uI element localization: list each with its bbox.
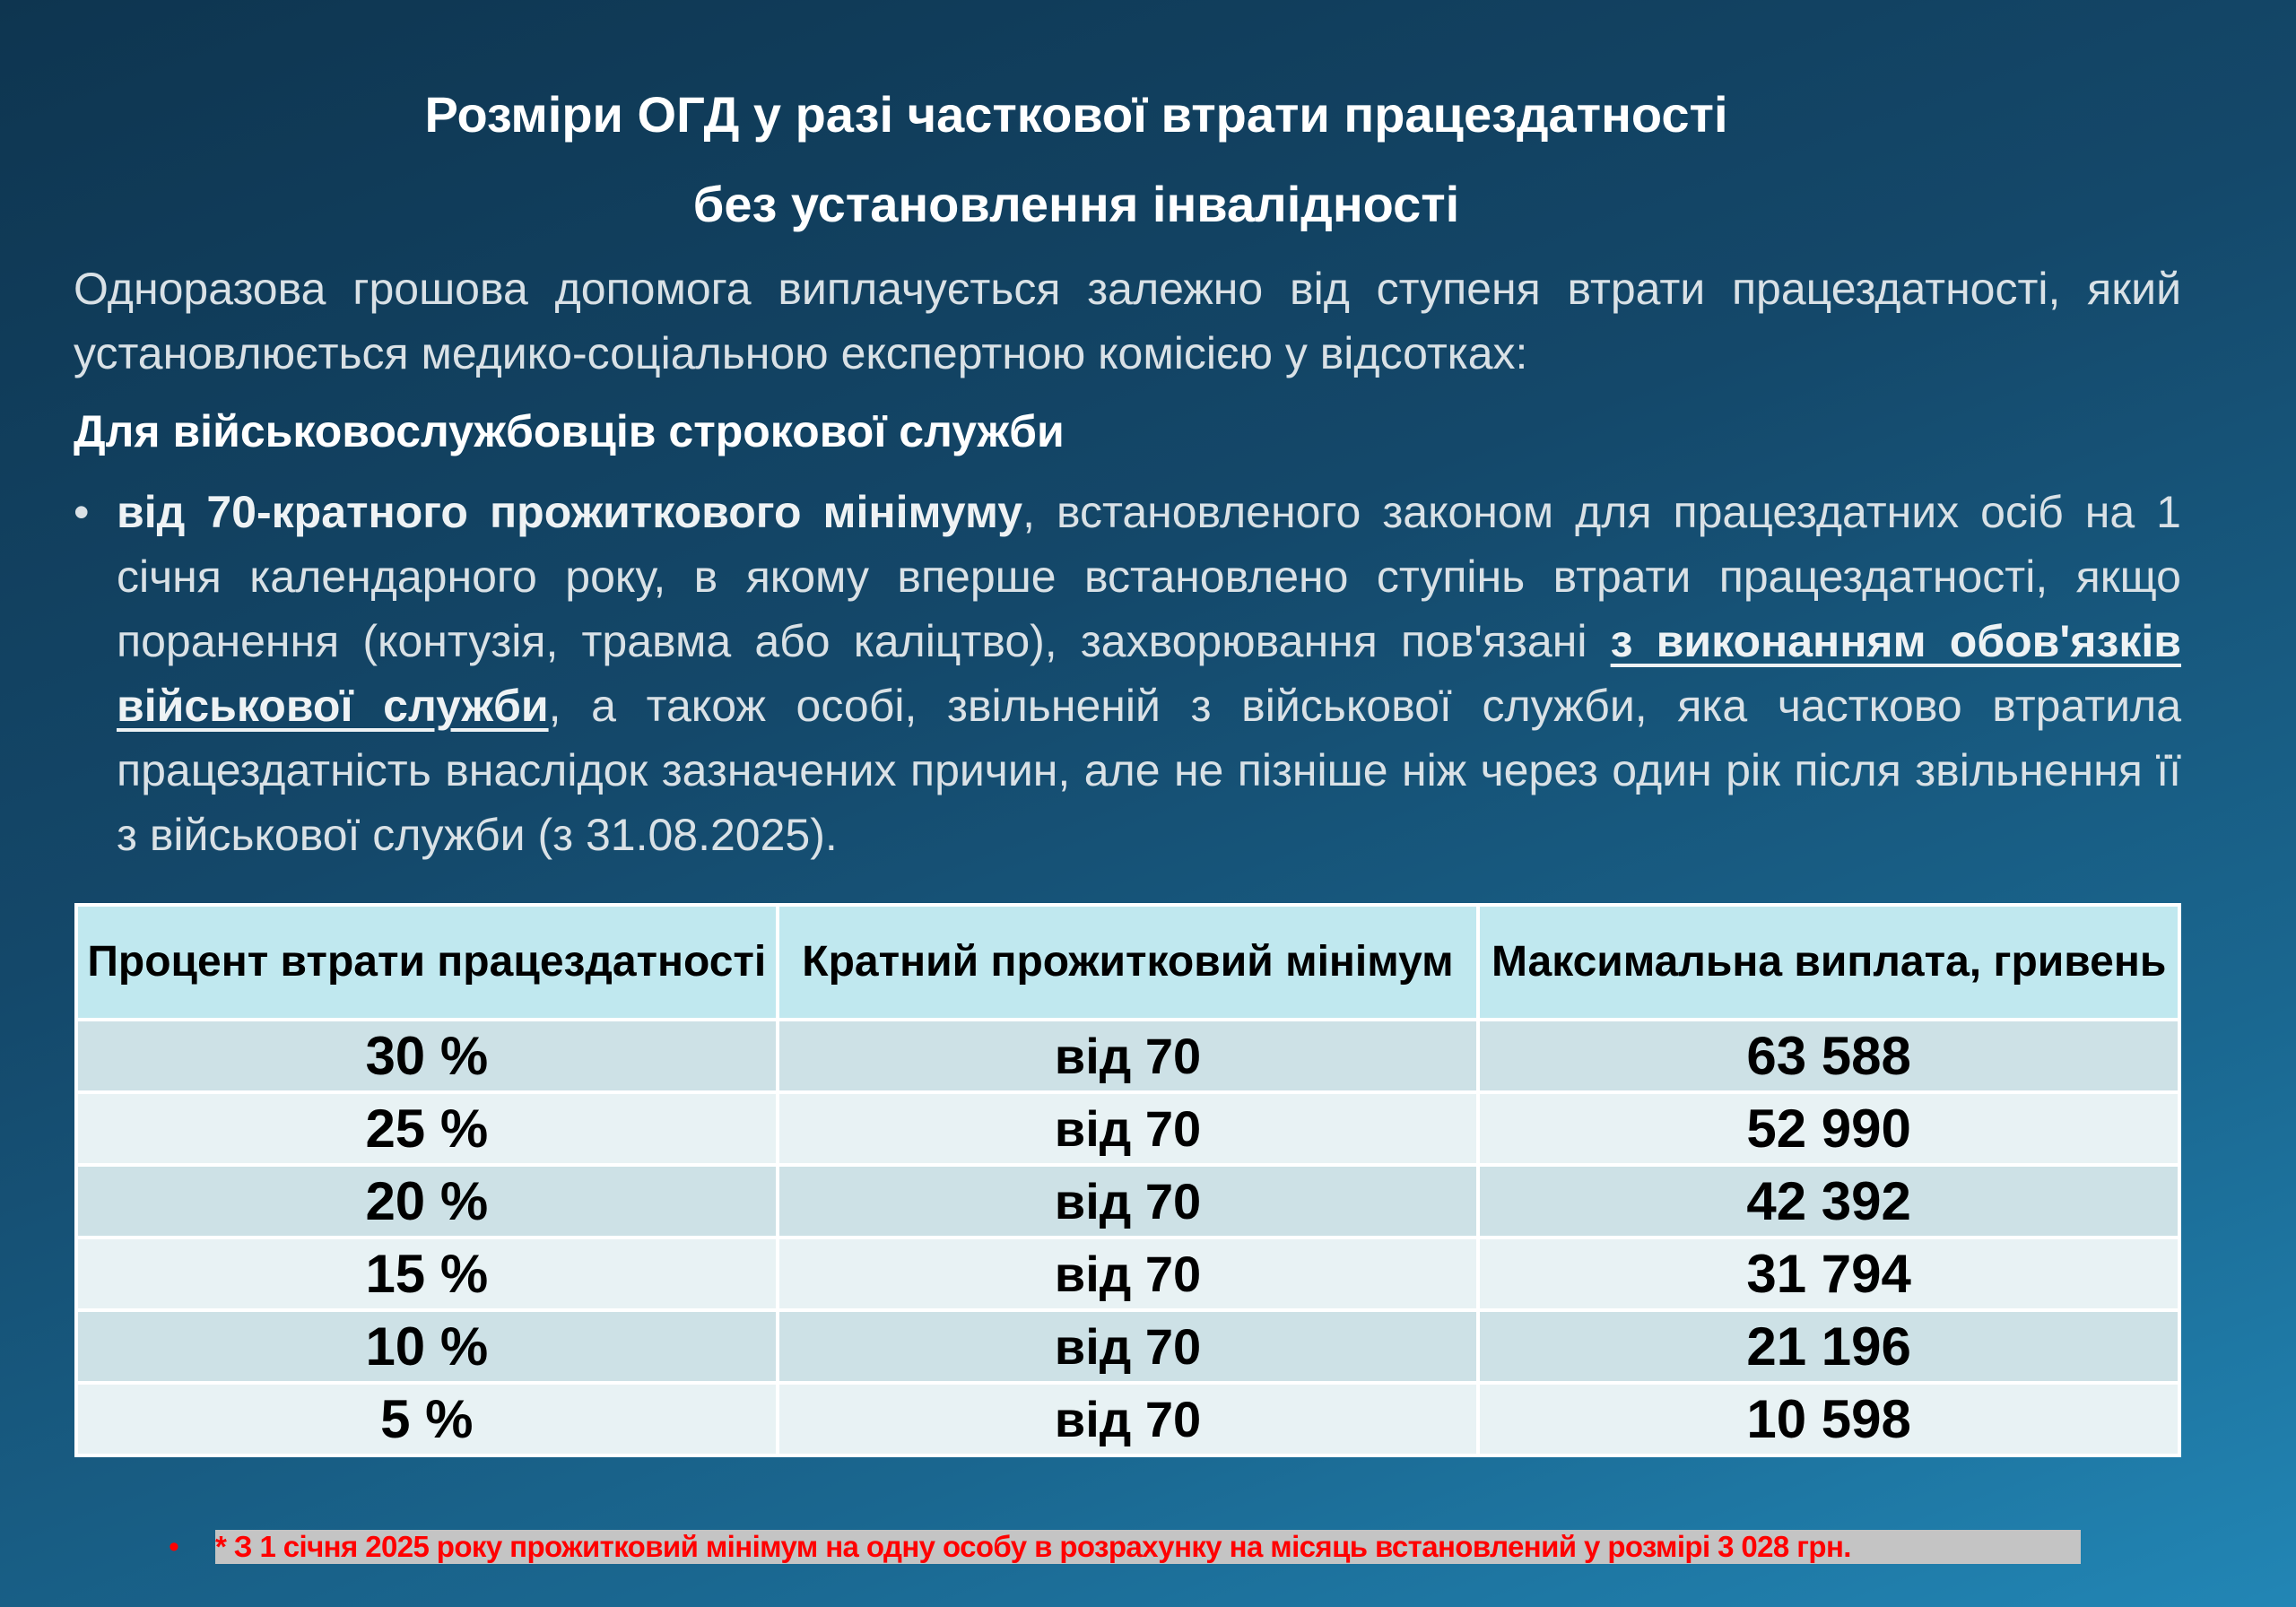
payment-table: [74, 903, 2181, 1457]
table-cell: від 70: [778, 1020, 1479, 1092]
footnote: * З 1 січня 2025 року прожитковий мінімум на одну особу в розрахунку на місяць встановлений у розмірі 3 028 грн.: [215, 1530, 2081, 1564]
table-cell: 21 196: [1478, 1310, 2179, 1383]
table-cell: 52 990: [1478, 1092, 2179, 1165]
column-header: Максимальна виплата, гривень: [1478, 905, 2179, 1020]
table-cell: 15 %: [76, 1238, 778, 1310]
column-header: Процент втрати працездатності: [76, 905, 778, 1020]
bullet-bold: від 70-кратного прожиткового мінімуму: [117, 487, 1023, 537]
table-cell: 25 %: [76, 1092, 778, 1165]
bullet-underlined: з виконанням обов'язків військової служби: [117, 616, 2181, 731]
bullet-icon: •: [74, 487, 90, 537]
note-bullet-icon: •: [169, 1530, 179, 1564]
bullet-text-1: , встановленого законом для працездатних осіб на 1 січня календарного року, в якому вперше встановлено ступінь втрати працездатності, якщо поранення (контузія, травма або каліцтво), захворювання пов'язані: [117, 487, 2181, 666]
table-cell: 10 598: [1478, 1383, 2179, 1455]
title-line-1: Розміри ОГД у разі часткової втрати працездатності: [424, 86, 1728, 143]
table-cell: 20 %: [76, 1165, 778, 1238]
section-heading: Для військовослужбовців строкової служби: [74, 406, 1065, 456]
column-header: Кратний прожитковий мінімум: [778, 905, 1479, 1020]
table-row: [76, 1238, 2179, 1310]
table-cell: 31 794: [1478, 1238, 2179, 1310]
table-row: [76, 1092, 2179, 1165]
bullet-text: [117, 480, 2181, 867]
table-cell: 30 %: [76, 1020, 778, 1092]
intro-paragraph: Одноразова грошова допомога виплачується залежно від ступеня втрати працездатності, який установлюється медико-соціальною експертною комісією у відсотках:: [74, 264, 2181, 378]
table-row: [76, 1165, 2179, 1238]
table-cell: 5 %: [76, 1383, 778, 1455]
table-row: [76, 1310, 2179, 1383]
table-cell: від 70: [778, 1310, 1479, 1383]
table-cell: від 70: [778, 1092, 1479, 1165]
table-row: [76, 1020, 2179, 1092]
bullet-text-2: , а також особі, звільненій з військової служби, яка частково втратила працездатність внаслідок зазначених причин, але не пізніше ніж через один рік після звільнення її з військової служби (з 31.08.2025).: [117, 681, 2182, 860]
bullet-item: [74, 480, 2181, 867]
table-cell: від 70: [778, 1383, 1479, 1455]
table-cell: 10 %: [76, 1310, 778, 1383]
table-cell: 63 588: [1478, 1020, 2179, 1092]
table-cell: 42 392: [1478, 1165, 2179, 1238]
table-cell: від 70: [778, 1238, 1479, 1310]
table-row: [76, 1383, 2179, 1455]
title-line-2: без установлення інвалідності: [692, 176, 1460, 232]
table-cell: від 70: [778, 1165, 1479, 1238]
